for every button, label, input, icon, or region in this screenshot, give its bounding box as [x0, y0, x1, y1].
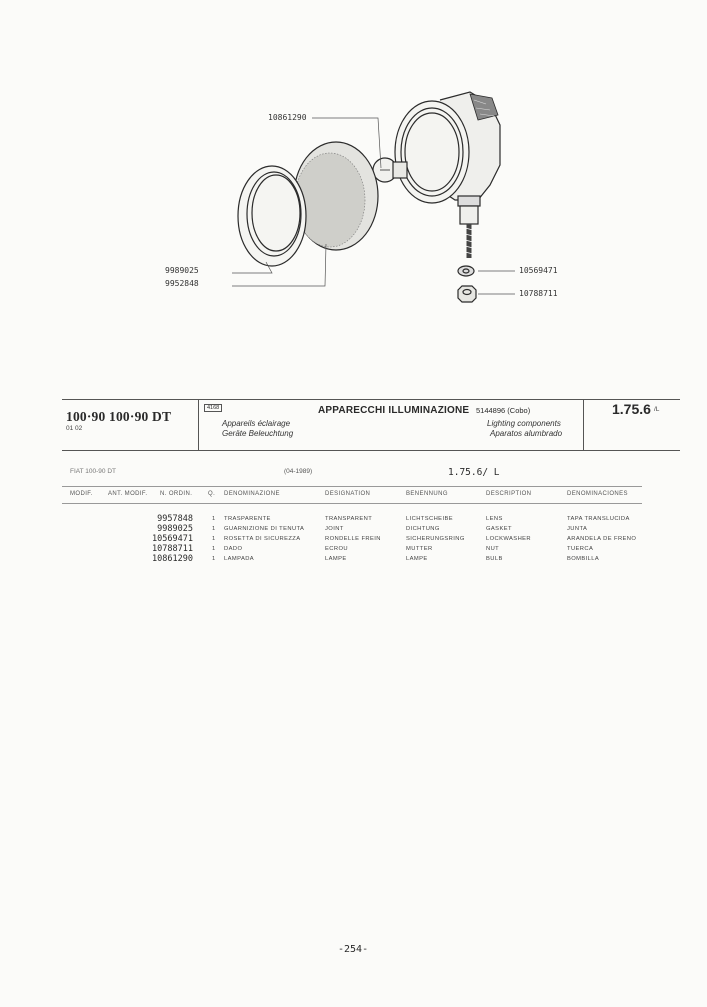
desc-spanish: TAPA TRANSLUCIDA [567, 516, 630, 522]
desc-german: LAMPE [406, 556, 428, 562]
desc-english: GASKET [486, 526, 512, 532]
col-english: DESCRIPTION [486, 491, 532, 497]
col-modif: MODIF. [70, 491, 93, 497]
desc-french: TRANSPARENT [325, 516, 373, 522]
columns-bottom-rule [62, 503, 642, 504]
header-top-rule [62, 399, 680, 400]
exploded-parts-diagram [0, 0, 707, 340]
qty: 1 [212, 516, 216, 522]
group-code: 5144896 (Cobo) [476, 406, 531, 415]
col-spanish: DENOMINACIONES [567, 491, 628, 497]
part-number: 10569471 [152, 534, 193, 544]
desc-spanish: JUNTA [567, 526, 588, 532]
desc-german: MUTTER [406, 546, 433, 552]
nut [458, 286, 476, 302]
columns-top-rule [62, 486, 642, 487]
desc-french: ECROU [325, 546, 348, 552]
group-title: APPARECCHI ILLUMINAZIONE [318, 405, 470, 416]
desc-english: LENS [486, 516, 503, 522]
callout-gasket: 9989025 [165, 266, 199, 275]
part-number: 9989025 [157, 524, 193, 534]
part-number: 10861290 [152, 554, 193, 564]
qty: 1 [212, 556, 216, 562]
callout-bulb: 10861290 [268, 113, 307, 122]
part-number: 9957848 [157, 514, 193, 524]
model-variants: 01 02 [66, 425, 83, 432]
model-line: FIAT 100-90 DT [70, 468, 116, 475]
callout-lockwasher: 10569471 [519, 266, 558, 275]
desc-italian: TRASPARENTE [224, 516, 271, 522]
gasket [238, 166, 306, 266]
header-divider-right [583, 399, 584, 451]
callout-lens: 9952848 [165, 279, 199, 288]
desc-spanish: TUERCA [567, 546, 594, 552]
header-bottom-rule [62, 450, 680, 451]
desc-german: SICHERUNGSRING [406, 536, 465, 542]
desc-italian: ROSETTA DI SICUREZZA [224, 536, 301, 542]
stamp-box: 4168 [204, 404, 222, 412]
qty: 1 [212, 536, 216, 542]
title-english: Lighting components [487, 419, 561, 428]
desc-german: DICHTUNG [406, 526, 440, 532]
section-reference: 1.75.6 [612, 401, 651, 417]
col-order-number: N. ORDIN. [160, 491, 193, 497]
title-spanish: Aparatos alumbrado [490, 429, 563, 438]
model-names: 100·90 100·90 DT [66, 409, 172, 424]
qty: 1 [212, 546, 216, 552]
col-italian: DENOMINAZIONE [224, 491, 280, 497]
col-french: DESIGNATION [325, 491, 371, 497]
lockwasher [458, 266, 474, 276]
table-reference: 1.75.6/ L [448, 467, 500, 478]
qty: 1 [212, 526, 216, 532]
desc-french: LAMPE [325, 556, 347, 562]
lens [294, 142, 378, 250]
page-number: -254- [338, 944, 369, 955]
lamp-housing [395, 92, 500, 258]
desc-english: LOCKWASHER [486, 536, 532, 542]
col-german: BENENNUNG [406, 491, 448, 497]
title-german: Geräte Beleuchtung [222, 429, 294, 438]
desc-french: RONDELLE FREIN [325, 536, 381, 542]
desc-english: BULB [486, 556, 503, 562]
header-divider-left [198, 399, 199, 451]
col-qty: Q. [208, 491, 216, 497]
title-french: Appareils éclairage [222, 419, 291, 428]
desc-italian: GUARNIZIONE DI TENUTA [224, 526, 305, 532]
section-reference-suffix: /L [654, 406, 660, 413]
callout-nut: 10788711 [519, 289, 558, 298]
catalog-date: (04-1989) [284, 468, 313, 475]
part-number: 10788711 [152, 544, 193, 554]
desc-spanish: ARANDELA DE FRENO [567, 536, 637, 542]
bulb [373, 158, 407, 182]
desc-french: JOINT [325, 526, 344, 532]
desc-spanish: BOMBILLA [567, 556, 600, 562]
desc-italian: DADO [224, 546, 243, 552]
desc-english: NUT [486, 546, 500, 552]
desc-german: LICHTSCHEIBE [406, 516, 453, 522]
desc-italian: LAMPADA [224, 556, 255, 562]
col-ant-modif: ANT. MODIF. [108, 491, 148, 497]
